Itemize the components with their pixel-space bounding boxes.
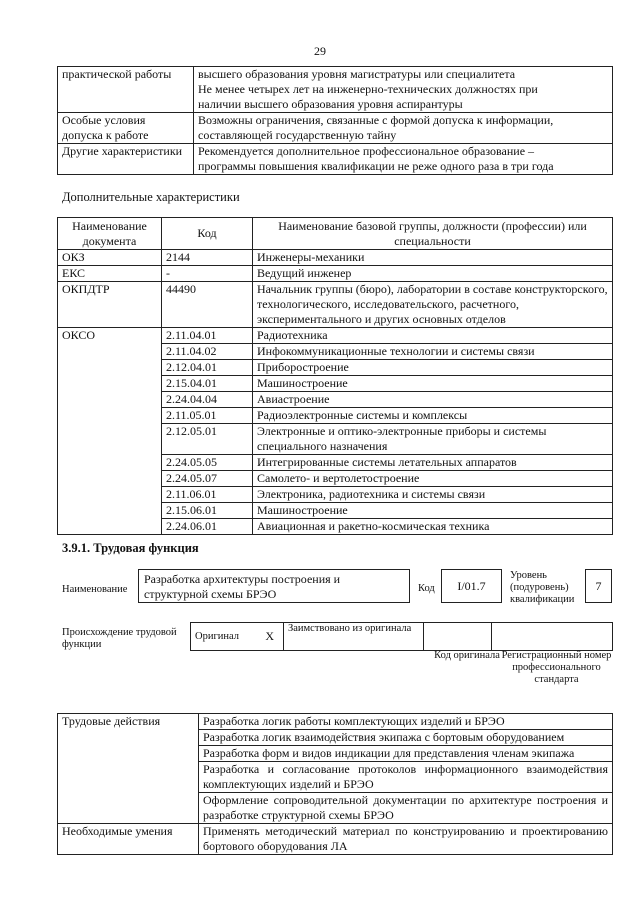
- level-label: Уровень (подуровень) квалификации: [510, 570, 575, 605]
- code-cell: 2.24.04.04: [162, 392, 253, 408]
- function-name-box: [138, 569, 410, 603]
- code-original-cell: [424, 623, 492, 651]
- code-label: Код: [418, 583, 435, 594]
- name-cell: Радиоэлектронные системы и комплексы: [253, 408, 613, 424]
- code-cell: 2.11.04.02: [162, 344, 253, 360]
- code-cell: 2144: [162, 250, 253, 266]
- doc-cell: ЕКС: [58, 266, 162, 282]
- code-cell: 2.12.04.01: [162, 360, 253, 376]
- function-name: Разработка архитектуры построения и структурной схемы БРЭО: [144, 572, 341, 601]
- name-cell: Электронные и оптико-электронные приборы и системы специального назначения: [253, 424, 613, 455]
- name-cell: Машиностроение: [253, 376, 613, 392]
- table-row: [58, 67, 613, 113]
- code-cell: -: [162, 266, 253, 282]
- table-row: [58, 824, 613, 855]
- function-code-box: [441, 569, 502, 603]
- action-item: Разработка форм и видов индикации для представления членам экипажа: [199, 746, 613, 762]
- table-row: [58, 328, 613, 344]
- code-cell: 2.12.05.01: [162, 424, 253, 455]
- doc-cell: ОКСО: [58, 328, 162, 535]
- reg-number-cell: [492, 623, 613, 651]
- labor-table: [57, 713, 613, 855]
- function-title: 3.9.1. Трудовая функция: [62, 541, 199, 555]
- reg-number-label: Регистрационный номер профессионального стандарта: [501, 650, 612, 685]
- name-cell: Интегрированные системы летательных аппаратов: [253, 455, 613, 471]
- text-line: Рекомендуется дополнительное профессиональное образование –: [198, 144, 535, 158]
- row-label: Другие характеристики: [58, 144, 194, 175]
- name-cell: Инженеры-механики: [253, 250, 613, 266]
- doc-cell: ОКЗ: [58, 250, 162, 266]
- code-cell: 2.11.06.01: [162, 487, 253, 503]
- code-cell: 44490: [162, 282, 253, 328]
- original-mark: X: [257, 623, 284, 651]
- table-row: [58, 266, 613, 282]
- table-row: [58, 282, 613, 328]
- action-item: Разработка и согласование протоколов информационного взаимодействия комплектующих изделий и БРЭО: [199, 762, 613, 793]
- row-label: Особые условия допуска к работе: [58, 113, 194, 144]
- name-cell: Радиотехника: [253, 328, 613, 344]
- row-label: практической работы: [58, 67, 194, 113]
- name-cell: Авиастроение: [253, 392, 613, 408]
- origin-table: [190, 622, 613, 651]
- level-box: [585, 569, 612, 603]
- table-row: [58, 144, 613, 175]
- code-cell: 2.24.05.07: [162, 471, 253, 487]
- name-cell: Приборостроение: [253, 360, 613, 376]
- origin-label: Происхождение трудовой функции: [62, 627, 177, 650]
- table-row: [58, 714, 613, 730]
- code-cell: 2.24.06.01: [162, 519, 253, 535]
- code-cell: 2.11.04.01: [162, 328, 253, 344]
- header-name: Наименование базовой группы, должности (профессии) или специальности: [253, 218, 613, 250]
- page-number: 29: [314, 44, 326, 58]
- original-label: Оригинал: [191, 623, 257, 651]
- name-cell: Инфокоммуникационные технологии и системы связи: [253, 344, 613, 360]
- table-row: [58, 250, 613, 266]
- action-item: Оформление сопроводительной документации по архитектуре построения и разработке структурной схемы БРЭО: [199, 793, 613, 824]
- code-cell: 2.15.06.01: [162, 503, 253, 519]
- function-code: I/01.7: [457, 579, 486, 593]
- top-table: [57, 66, 613, 175]
- code-cell: 2.11.05.01: [162, 408, 253, 424]
- table-header-row: [58, 218, 613, 250]
- table-row: [58, 113, 613, 144]
- name-cell: Машиностроение: [253, 503, 613, 519]
- row-value: [194, 67, 613, 113]
- name-label: Наименование: [62, 584, 128, 595]
- code-cell: 2.24.05.05: [162, 455, 253, 471]
- action-item: Разработка логик работы комплектующих изделий и БРЭО: [199, 714, 613, 730]
- name-cell: Ведущий инженер: [253, 266, 613, 282]
- actions-label: Трудовые действия: [58, 714, 199, 824]
- level-value: 7: [595, 579, 602, 593]
- name-cell: Начальник группы (бюро), лаборатории в составе конструкторского, технологического, исследовательского, расчетного, экспериментального и других основных отделов: [253, 282, 613, 328]
- borrowed-label: Заимствовано из оригинала: [284, 623, 424, 651]
- skill-item: Применять методический материал по конструированию и проектированию бортового оборудования ЛА: [199, 824, 613, 855]
- text-line: Не менее четырех лет на инженерно-технических должностях при: [198, 82, 538, 96]
- name-cell: Самолето- и вертолетостроение: [253, 471, 613, 487]
- text-line: высшего образования уровня магистратуры или специалитета: [198, 67, 516, 81]
- name-cell: Электроника, радиотехника и системы связи: [253, 487, 613, 503]
- header-doc: Наименование документа: [58, 218, 162, 250]
- row-value: [194, 144, 613, 175]
- action-item: Разработка логик взаимодействия экипажа с бортовым оборудованием: [199, 730, 613, 746]
- text-line: наличии высшего образования уровня аспирантуры: [198, 97, 463, 111]
- code-original-label: Код оригинала: [434, 650, 500, 661]
- name-cell: Авиационная и ракетно-космическая техника: [253, 519, 613, 535]
- skills-label: Необходимые умения: [58, 824, 199, 855]
- text-line: программы повышения квалификации не реже одного раза в три года: [198, 159, 554, 173]
- additional-title: Дополнительные характеристики: [62, 190, 240, 204]
- additional-table: [57, 217, 613, 535]
- row-value: [194, 113, 613, 144]
- code-cell: 2.15.04.01: [162, 376, 253, 392]
- text-line: Возможны ограничения, связанные с формой допуска к информации,: [198, 113, 554, 127]
- text-line: составляющей государственную тайну: [198, 128, 397, 142]
- header-code: Код: [162, 218, 253, 250]
- doc-cell: ОКПДТР: [58, 282, 162, 328]
